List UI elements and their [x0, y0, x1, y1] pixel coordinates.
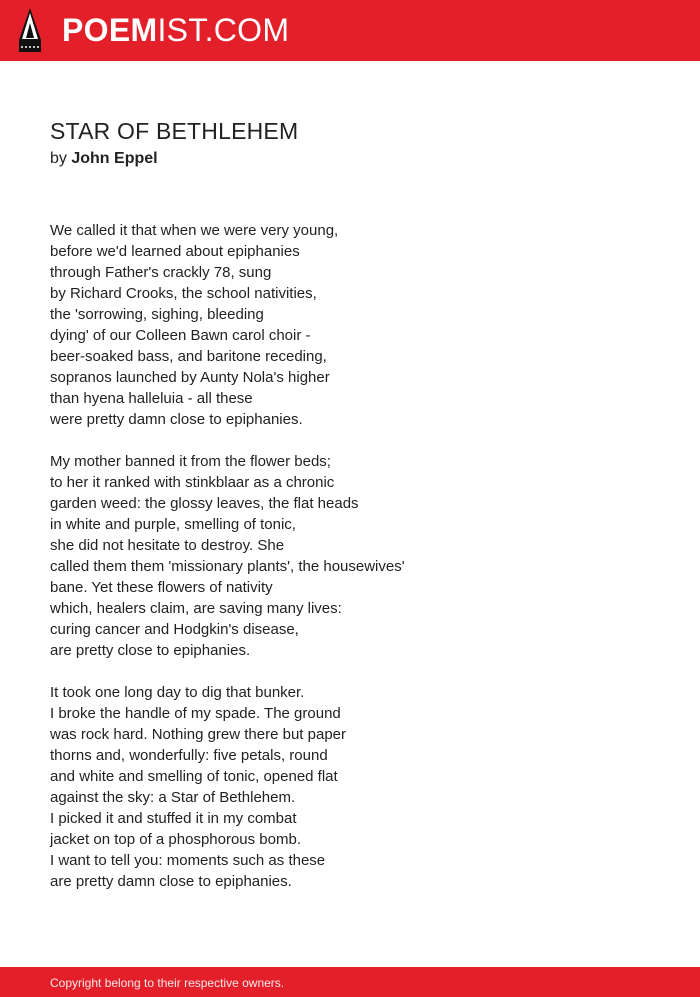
- poem-line: I broke the handle of my spade. The ground: [50, 705, 341, 722]
- poem-line: are pretty damn close to epiphanies.: [50, 873, 292, 890]
- poem-line: I picked it and stuffed it in my combat: [50, 810, 297, 827]
- poem-line: jacket on top of a phosphorous bomb.: [50, 831, 302, 848]
- poem-line: and white and smelling of tonic, opened flat: [50, 768, 338, 785]
- poem-line: she did not hesitate to destroy. She: [50, 537, 285, 554]
- poem-line: before we'd learned about epiphanies: [50, 243, 300, 260]
- poem-line: sopranos launched by Aunty Nola's higher: [50, 369, 330, 386]
- footer-bar: [0, 967, 700, 997]
- poem-body: [50, 220, 650, 892]
- poem-title: STAR OF BETHLEHEM: [50, 118, 299, 144]
- poem-line: It took one long day to dig that bunker.: [50, 684, 305, 701]
- poem-line: My mother banned it from the flower beds;: [50, 453, 331, 470]
- pencil-nib-icon: [17, 7, 43, 53]
- stanza: [50, 451, 650, 661]
- poem-content: [50, 116, 650, 913]
- poem-line: thorns and, wonderfully: five petals, round: [50, 747, 328, 764]
- poem-line: were pretty damn close to epiphanies.: [50, 411, 303, 428]
- stanza: [50, 682, 650, 892]
- logo-text-light: IST.COM: [157, 12, 290, 48]
- poem-line: curing cancer and Hodgkin's disease,: [50, 621, 299, 638]
- byline-prefix: by: [50, 150, 67, 167]
- logo-text-strong: POEM: [62, 12, 158, 48]
- poem-line: We called it that when we were very young,: [50, 222, 339, 239]
- poem-line: the 'sorrowing, sighing, bleeding: [50, 306, 264, 323]
- poem-line: I want to tell you: moments such as these: [50, 852, 326, 869]
- poem-line: beer-soaked bass, and baritone receding,: [50, 348, 327, 365]
- poem-line: in white and purple, smelling of tonic,: [50, 516, 296, 533]
- stanza: [50, 220, 650, 430]
- poem-line: called them them 'missionary plants', the housewives': [50, 558, 405, 575]
- poem-line: against the sky: a Star of Bethlehem.: [50, 789, 296, 806]
- site-logo[interactable]: [62, 10, 289, 50]
- poem-line: which, healers claim, are saving many lives:: [50, 600, 342, 617]
- poem-line: than hyena halleluia - all these: [50, 390, 253, 407]
- header-bar: [0, 0, 700, 61]
- poem-line: dying' of our Colleen Bawn carol choir -: [50, 327, 311, 344]
- author-name: John Eppel: [71, 150, 158, 167]
- poem-line: are pretty close to epiphanies.: [50, 642, 251, 659]
- copyright-text: Copyright belong to their respective owners.: [50, 976, 285, 990]
- poem-line: to her it ranked with stinkblaar as a chronic: [50, 474, 335, 491]
- poem-line: bane. Yet these flowers of nativity: [50, 579, 273, 596]
- poem-line: through Father's crackly 78, sung: [50, 264, 272, 281]
- poem-line: by Richard Crooks, the school nativities,: [50, 285, 317, 302]
- poem-line: garden weed: the glossy leaves, the flat heads: [50, 495, 359, 512]
- poem-line: was rock hard. Nothing grew there but paper: [50, 726, 346, 743]
- byline: [50, 148, 650, 170]
